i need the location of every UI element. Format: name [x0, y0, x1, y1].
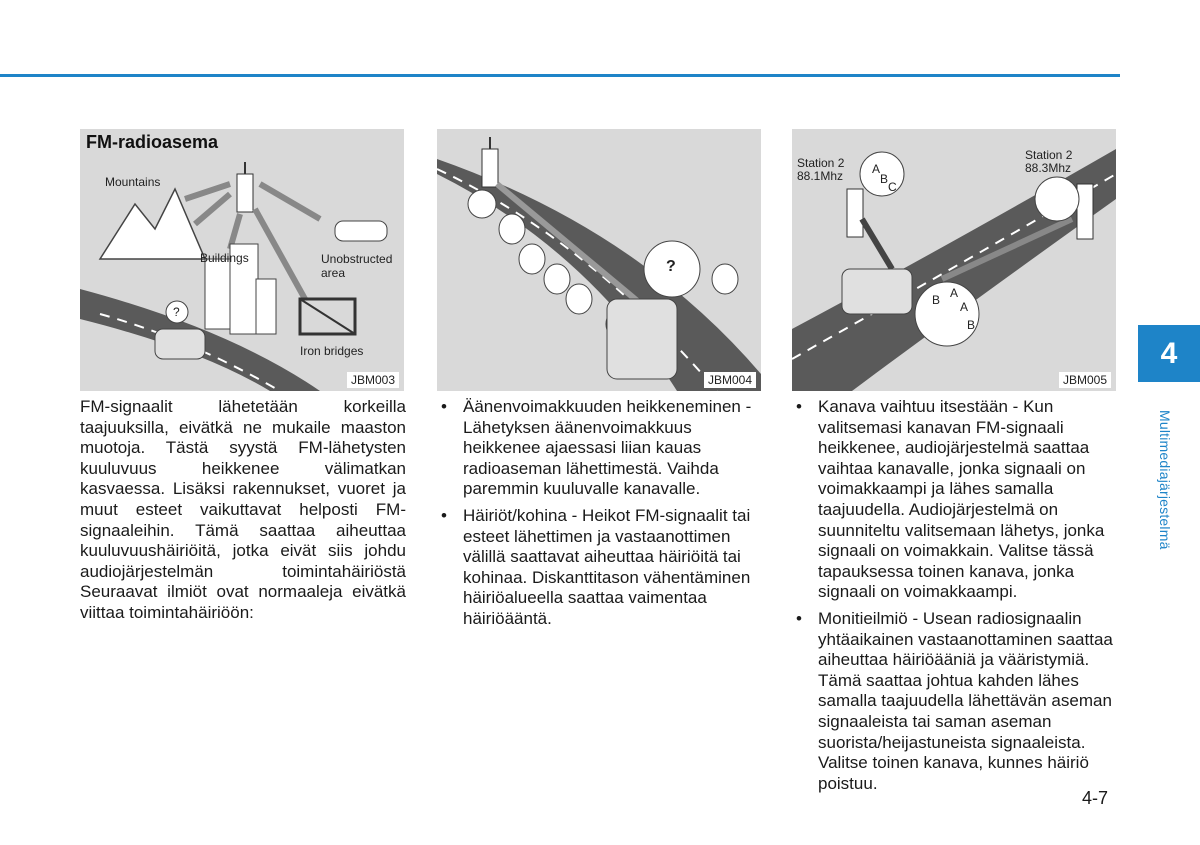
figure-fm-radio-station [80, 129, 404, 391]
list-item [437, 506, 763, 630]
label-area: area [321, 266, 346, 280]
label-unobstructed: Unobstructed [321, 252, 393, 266]
label-mix-b2: B [967, 318, 976, 332]
label-iron-bridges: Iron bridges [300, 344, 364, 358]
label-buildings: Buildings [200, 251, 249, 265]
label-station-left: Station 2 [797, 156, 845, 170]
right-bullet-list [792, 397, 1118, 794]
bullet-dot: • [796, 397, 802, 416]
bullet-dot: • [796, 608, 802, 628]
bullet-text: Kanava vaihtuu itsestään - Kun valitsemasi kanavan FM-signaali heikkenee, audiojärjestelmä saattaa vaihtaa kanavalle, jonka signaali on voimakkaampi ja lähes samalla taajuudella. Audiojärjestelmä on suunniteltu valitsemaan lähetys, jonka signaali on voimakkain. Valitse tässä tapauksessa toinen kanava, jonka signaali on voimakkaampi. [818, 397, 1105, 602]
label-station-right: Station 2 [1025, 148, 1073, 162]
bullet-text: Äänenvoimakkuuden heikkeneminen - Lähetyksen äänenvoimakkuus heikkenee ajaessasi liian kauas radioaseman lähettimestä. Vaihda paremmin kuuluvalle kanavalle. [463, 397, 752, 499]
volume-fading-illustration [437, 129, 761, 391]
list-item [437, 397, 763, 500]
label-b: B [880, 172, 889, 186]
chapter-side-label [1145, 410, 1185, 570]
label-frequency-right: 88.3Mhz [1025, 161, 1072, 175]
middle-bullet-list [437, 397, 763, 630]
label-mountains: Mountains [105, 175, 161, 189]
list-item [792, 609, 1118, 794]
chapter-title: Multimediajärjestelmä [1157, 410, 1173, 550]
bullet-text: Häiriöt/kohina - Heikot FM-signaalit tai esteet lähettimen ja vastaanottimen välillä saattavat aiheuttaa häiriöitä tai kohinaa. Diskanttitason vähentäminen häiriöalueella saattaa vaimentaa häiriöääntä. [463, 505, 751, 628]
label-question: ? [173, 305, 180, 319]
right-column [792, 397, 1118, 800]
bullet-text: Monitieilmiö - Usean radiosignaalin yhtäaikainen vastaanottaminen saattaa aiheuttaa häiriöääniä ja vääristymiä. Tämä saattaa johtua kahden lähes samalla taajuudella lähettävän aseman signaaleista tai saman aseman suorista/heijastuneista signaaleista. Valitse toinen kanava, kunnes häiriö poistuu. [818, 608, 1113, 793]
intro-paragraph: FM-signaalit lähetetään korkeilla taajuuksilla, eivätkä ne mukaile maaston muotoja. Tästä syystä FM-lähetysten kuuluvuus heikkenee välimatkan kasvaessa. Lisäksi rakennukset, vuoret ja muut esteet vaikuttavat helposti FM-signaaleihin. Tämä saattaa aiheuttaa kuuluvuushäiriöitä, jotka eivät siis johdu audiojärjestelmän toimintahäiriöstä Seuraavat ilmiöt ovat normaaleja eivätkä viittaa toimintahäiriöön: [80, 397, 406, 622]
bullet-dot: • [441, 397, 447, 416]
page-number: 4-7 [1082, 788, 1109, 808]
header-rule [0, 74, 1120, 77]
figure-volume-fading [437, 129, 761, 391]
left-column [80, 397, 406, 624]
chapter-tab[interactable]: 4 [1138, 325, 1200, 382]
label-a: A [872, 162, 881, 176]
label-question: ? [666, 258, 676, 275]
label-mix-a: A [950, 286, 959, 300]
figure-code: JBM003 [347, 372, 399, 388]
figure-code: JBM004 [704, 372, 756, 388]
middle-column [437, 397, 763, 636]
label-c: C [888, 180, 897, 194]
label-mix-a2: A [960, 300, 969, 314]
label-frequency-left: 88.1Mhz [797, 169, 844, 183]
figure-station-swapping [792, 129, 1116, 391]
label-mix-b: B [932, 293, 941, 307]
figure-title: FM-radioasema [86, 132, 219, 152]
list-item [792, 397, 1118, 603]
figure-code: JBM005 [1059, 372, 1111, 388]
bullet-dot: • [441, 505, 447, 525]
